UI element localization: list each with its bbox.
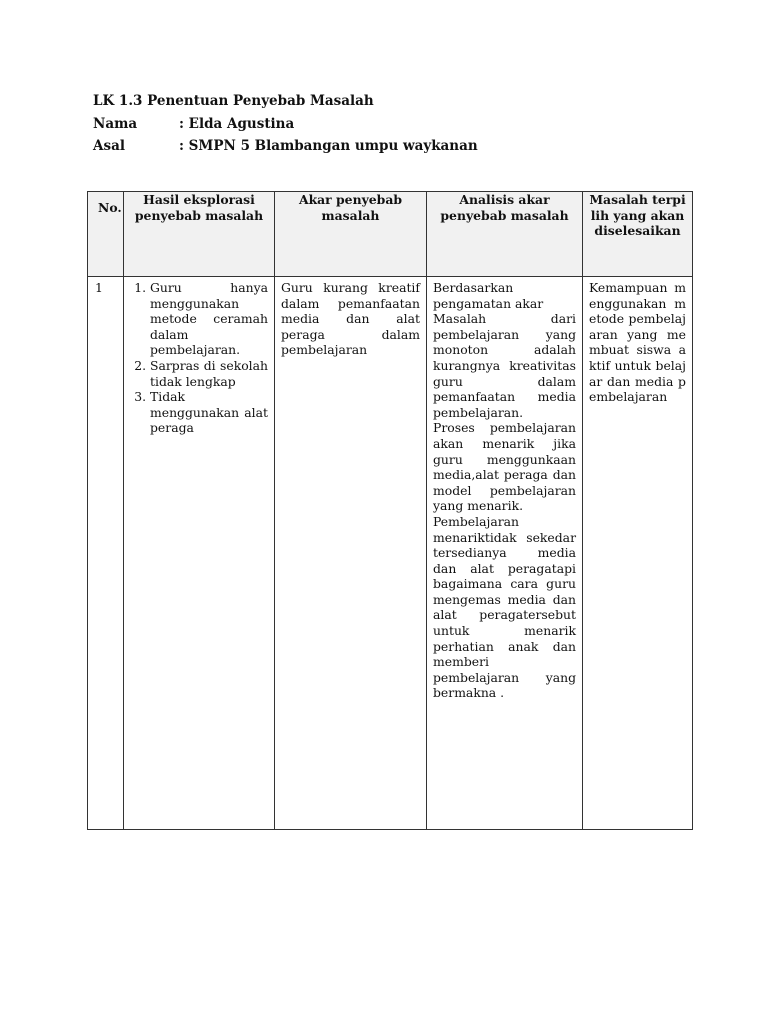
- nama-value: : Elda Agustina: [179, 115, 295, 132]
- asal-label: Asal: [93, 138, 125, 154]
- table-row: [88, 277, 693, 830]
- analisis-paragraph: Proses pembelajaran akan menarik jika guru menggunkaan media,alat peraga dan model pembelajaran yang menarik.: [433, 420, 576, 514]
- document-header: [93, 90, 478, 158]
- worksheet-title: LK 1.3 Penentuan Penyebab Masalah: [93, 93, 374, 109]
- problem-cause-table: [87, 191, 693, 830]
- analisis-paragraph: Berdasarkan pengamatan akar: [433, 280, 544, 311]
- analisis-cell: [427, 277, 583, 830]
- header-no: No.: [88, 192, 124, 277]
- header-analisis-akar: Analisis akar penyebab masalah: [427, 192, 583, 277]
- cause-list: [130, 280, 268, 436]
- row-number: 1: [88, 277, 124, 830]
- list-item: 3. Tidak menggunakan alat peraga: [150, 389, 268, 436]
- table-header-row: [88, 192, 693, 277]
- masalah-terpilih-cell: Kemampuan menggunakan metode pembelajaran yang membuat siswa aktif untuk belajar dan media pembelajaran: [583, 277, 693, 830]
- nama-row: [93, 113, 478, 136]
- header-akar-penyebab: Akar penyebab masalah: [275, 192, 427, 277]
- header-masalah-terpilih: Masalah terpilih yang akan diselesaikan: [583, 192, 693, 277]
- asal-row: [93, 135, 478, 158]
- hasil-eksplorasi-cell: [124, 277, 275, 830]
- list-item: 1. Guru hanya menggunakan metode ceramah dalam pembelajaran.: [150, 280, 268, 358]
- list-item: 2. Sarpras di sekolah tidak lengkap: [150, 358, 268, 389]
- akar-penyebab-cell: Guru kurang kreatif dalam pemanfaatan media dan alat peraga dalam pembelajaran: [275, 277, 427, 830]
- asal-value: : SMPN 5 Blambangan umpu waykanan: [179, 138, 478, 154]
- header-hasil-eksplorasi: Hasil eksplorasi penyebab masalah: [124, 192, 275, 277]
- nama-label: Nama: [93, 115, 138, 132]
- analisis-paragraph: Masalah dari pembelajaran yang monoton adalah kurangnya kreativitas guru dalam pemanfaatan media pembelajaran.: [433, 311, 576, 420]
- analisis-paragraph: Pembelajaran menariktidak sekedar tersedianya media dan alat peragatapi bagaimana cara guru mengemas media dan alat peragatersebut untuk menarik perhatian anak dan memberi pembelajaran yang bermakna .: [433, 513, 576, 701]
